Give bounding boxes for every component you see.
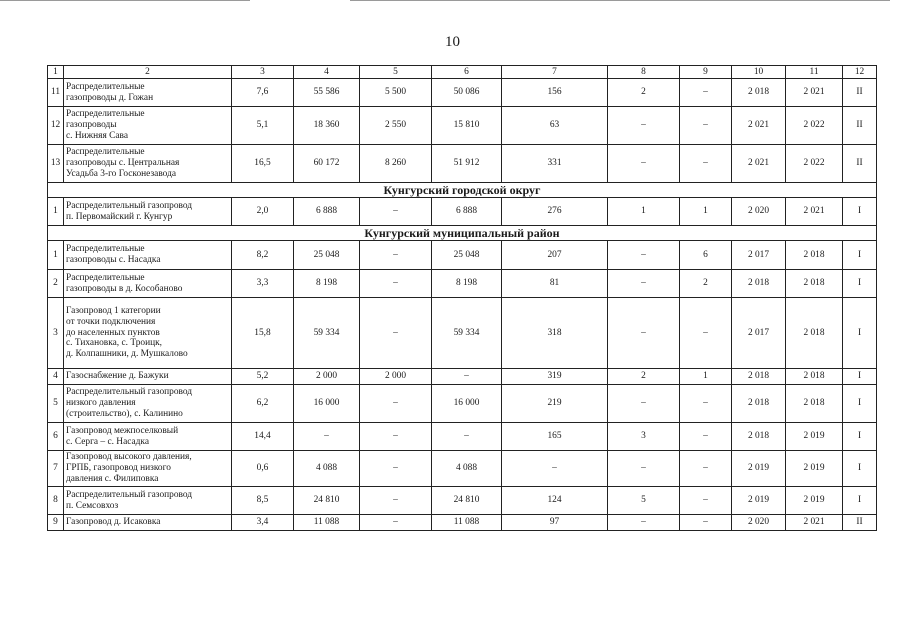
row-number: 11 <box>48 79 64 107</box>
length-km: 16,5 <box>232 145 294 183</box>
households: 207 <box>502 241 608 270</box>
table-row <box>48 451 877 487</box>
object-name: Распределительный газопровод низкого давления (строительство), с. Калинино <box>64 385 232 423</box>
end-year: 2 019 <box>786 423 843 451</box>
start-year: 2 018 <box>732 79 786 107</box>
end-year: 2 018 <box>786 298 843 369</box>
object-name: Распределительные газопроводы с. Нижняя Сава <box>64 107 232 145</box>
regional-funds: – <box>360 298 432 369</box>
object-name: Газопровод 1 категории от точки подключения до населенных пунктов с. Тихановка, с. Троицк, д. Колпашники, д. Мушкалово <box>64 298 232 369</box>
boiler-houses: 2 <box>608 79 680 107</box>
other-funds: 59 334 <box>432 298 502 369</box>
scan-edge-line <box>350 0 890 1</box>
regional-funds: 5 500 <box>360 79 432 107</box>
start-year: 2 017 <box>732 298 786 369</box>
end-year: 2 022 <box>786 107 843 145</box>
scan-edge-line <box>0 0 250 1</box>
column-header: 10 <box>732 66 786 79</box>
column-header: 9 <box>680 66 732 79</box>
priority-group: I <box>843 270 877 298</box>
table-row <box>48 270 877 298</box>
regional-funds: – <box>360 385 432 423</box>
start-year: 2 018 <box>732 423 786 451</box>
priority-group: II <box>843 515 877 531</box>
length-km: 7,6 <box>232 79 294 107</box>
other-funds: – <box>432 369 502 385</box>
column-header: 11 <box>786 66 843 79</box>
column-header: 12 <box>843 66 877 79</box>
row-number: 12 <box>48 107 64 145</box>
total-cost: 60 172 <box>294 145 360 183</box>
boiler-houses: – <box>608 385 680 423</box>
social-objects: – <box>680 385 732 423</box>
other-funds: 24 810 <box>432 487 502 515</box>
social-objects: 2 <box>680 270 732 298</box>
total-cost: 25 048 <box>294 241 360 270</box>
priority-group: II <box>843 79 877 107</box>
column-header: 5 <box>360 66 432 79</box>
start-year: 2 019 <box>732 451 786 487</box>
other-funds: 4 088 <box>432 451 502 487</box>
total-cost: 4 088 <box>294 451 360 487</box>
other-funds: 25 048 <box>432 241 502 270</box>
row-number: 1 <box>48 241 64 270</box>
length-km: 15,8 <box>232 298 294 369</box>
priority-group: I <box>843 298 877 369</box>
total-cost: 11 088 <box>294 515 360 531</box>
boiler-houses: – <box>608 270 680 298</box>
regional-funds: – <box>360 515 432 531</box>
priority-group: I <box>843 487 877 515</box>
object-name: Распределительные газопроводы с. Центральная Усадьба 3-го Госконезавода <box>64 145 232 183</box>
end-year: 2 018 <box>786 385 843 423</box>
table-row <box>48 298 877 369</box>
section-header-row <box>48 183 877 198</box>
end-year: 2 018 <box>786 369 843 385</box>
social-objects: – <box>680 145 732 183</box>
end-year: 2 021 <box>786 515 843 531</box>
boiler-houses: – <box>608 298 680 369</box>
social-objects: – <box>680 107 732 145</box>
priority-group: II <box>843 145 877 183</box>
other-funds: – <box>432 423 502 451</box>
object-name: Газопровод межпоселковый с. Серга – с. Насадка <box>64 423 232 451</box>
priority-group: I <box>843 423 877 451</box>
households: 63 <box>502 107 608 145</box>
end-year: 2 019 <box>786 451 843 487</box>
length-km: 8,5 <box>232 487 294 515</box>
row-number: 6 <box>48 423 64 451</box>
column-header: 7 <box>502 66 608 79</box>
boiler-houses: – <box>608 107 680 145</box>
total-cost: – <box>294 423 360 451</box>
boiler-houses: – <box>608 241 680 270</box>
length-km: 3,4 <box>232 515 294 531</box>
table-row <box>48 198 877 226</box>
boiler-houses: – <box>608 515 680 531</box>
households: 156 <box>502 79 608 107</box>
table-row <box>48 487 877 515</box>
regional-funds: 8 260 <box>360 145 432 183</box>
priority-group: I <box>843 198 877 226</box>
end-year: 2 021 <box>786 198 843 226</box>
social-objects: 1 <box>680 369 732 385</box>
length-km: 5,2 <box>232 369 294 385</box>
object-name: Газопровод д. Исаковка <box>64 515 232 531</box>
table-row <box>48 369 877 385</box>
length-km: 6,2 <box>232 385 294 423</box>
end-year: 2 019 <box>786 487 843 515</box>
row-number: 2 <box>48 270 64 298</box>
object-name: Распределительные газопроводы д. Гожан <box>64 79 232 107</box>
boiler-houses: – <box>608 451 680 487</box>
households: 331 <box>502 145 608 183</box>
object-name: Распределительные газопроводы в д. Кособаново <box>64 270 232 298</box>
priority-group: I <box>843 451 877 487</box>
households: 97 <box>502 515 608 531</box>
header-row <box>48 66 877 79</box>
table-row <box>48 145 877 183</box>
social-objects: – <box>680 423 732 451</box>
start-year: 2 018 <box>732 270 786 298</box>
other-funds: 11 088 <box>432 515 502 531</box>
table-row <box>48 107 877 145</box>
row-number: 9 <box>48 515 64 531</box>
other-funds: 6 888 <box>432 198 502 226</box>
households: 276 <box>502 198 608 226</box>
total-cost: 59 334 <box>294 298 360 369</box>
boiler-houses: 3 <box>608 423 680 451</box>
object-name: Газоснабжение д. Бажуки <box>64 369 232 385</box>
households: 319 <box>502 369 608 385</box>
regional-funds: – <box>360 198 432 226</box>
social-objects: – <box>680 515 732 531</box>
regional-funds: – <box>360 487 432 515</box>
other-funds: 16 000 <box>432 385 502 423</box>
row-number: 13 <box>48 145 64 183</box>
boiler-houses: 2 <box>608 369 680 385</box>
object-name: Распределительные газопроводы с. Насадка <box>64 241 232 270</box>
households: 165 <box>502 423 608 451</box>
table-body <box>48 66 877 531</box>
social-objects: 6 <box>680 241 732 270</box>
other-funds: 50 086 <box>432 79 502 107</box>
regional-funds: 2 000 <box>360 369 432 385</box>
page-number: 10 <box>445 34 460 50</box>
end-year: 2 018 <box>786 270 843 298</box>
start-year: 2 021 <box>732 107 786 145</box>
object-name: Распределительный газопровод п. Семсовхоз <box>64 487 232 515</box>
row-number: 3 <box>48 298 64 369</box>
other-funds: 8 198 <box>432 270 502 298</box>
households: 124 <box>502 487 608 515</box>
social-objects: – <box>680 451 732 487</box>
row-number: 4 <box>48 369 64 385</box>
row-number: 7 <box>48 451 64 487</box>
social-objects: – <box>680 79 732 107</box>
social-objects: – <box>680 487 732 515</box>
start-year: 2 018 <box>732 369 786 385</box>
priority-group: I <box>843 369 877 385</box>
section-header-row <box>48 226 877 241</box>
object-name: Распределительный газопровод п. Первомайский г. Кунгур <box>64 198 232 226</box>
start-year: 2 020 <box>732 198 786 226</box>
section-title: Кунгурский городской округ <box>48 183 877 198</box>
length-km: 3,3 <box>232 270 294 298</box>
gas-pipeline-table <box>47 65 877 531</box>
total-cost: 24 810 <box>294 487 360 515</box>
table-row <box>48 385 877 423</box>
section-title: Кунгурский муниципальный район <box>48 226 877 241</box>
regional-funds: – <box>360 241 432 270</box>
column-header: 8 <box>608 66 680 79</box>
start-year: 2 019 <box>732 487 786 515</box>
length-km: 2,0 <box>232 198 294 226</box>
column-header: 3 <box>232 66 294 79</box>
total-cost: 8 198 <box>294 270 360 298</box>
start-year: 2 017 <box>732 241 786 270</box>
households: 318 <box>502 298 608 369</box>
other-funds: 51 912 <box>432 145 502 183</box>
boiler-houses: 1 <box>608 198 680 226</box>
total-cost: 6 888 <box>294 198 360 226</box>
total-cost: 18 360 <box>294 107 360 145</box>
priority-group: I <box>843 385 877 423</box>
table-row <box>48 423 877 451</box>
boiler-houses: – <box>608 145 680 183</box>
social-objects: – <box>680 298 732 369</box>
length-km: 8,2 <box>232 241 294 270</box>
households: 219 <box>502 385 608 423</box>
length-km: 0,6 <box>232 451 294 487</box>
column-header: 1 <box>48 66 64 79</box>
total-cost: 16 000 <box>294 385 360 423</box>
row-number: 1 <box>48 198 64 226</box>
start-year: 2 020 <box>732 515 786 531</box>
column-header: 2 <box>64 66 232 79</box>
regional-funds: – <box>360 270 432 298</box>
length-km: 14,4 <box>232 423 294 451</box>
end-year: 2 018 <box>786 241 843 270</box>
object-name: Газопровод высокого давления, ГРПБ, газопровод низкого давления с. Филиповка <box>64 451 232 487</box>
regional-funds: – <box>360 423 432 451</box>
total-cost: 55 586 <box>294 79 360 107</box>
length-km: 5,1 <box>232 107 294 145</box>
table-row <box>48 515 877 531</box>
households: 81 <box>502 270 608 298</box>
priority-group: II <box>843 107 877 145</box>
households: – <box>502 451 608 487</box>
row-number: 5 <box>48 385 64 423</box>
regional-funds: 2 550 <box>360 107 432 145</box>
table-row <box>48 241 877 270</box>
row-number: 8 <box>48 487 64 515</box>
priority-group: I <box>843 241 877 270</box>
table-row <box>48 79 877 107</box>
end-year: 2 022 <box>786 145 843 183</box>
column-header: 6 <box>432 66 502 79</box>
column-header: 4 <box>294 66 360 79</box>
total-cost: 2 000 <box>294 369 360 385</box>
social-objects: 1 <box>680 198 732 226</box>
boiler-houses: 5 <box>608 487 680 515</box>
start-year: 2 021 <box>732 145 786 183</box>
end-year: 2 021 <box>786 79 843 107</box>
other-funds: 15 810 <box>432 107 502 145</box>
start-year: 2 018 <box>732 385 786 423</box>
regional-funds: – <box>360 451 432 487</box>
